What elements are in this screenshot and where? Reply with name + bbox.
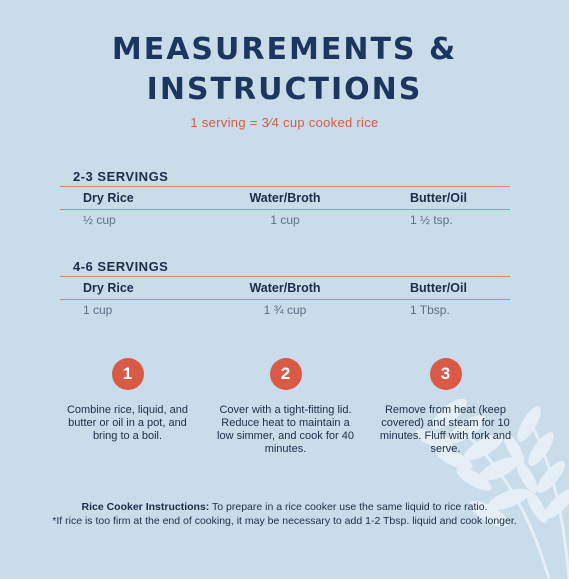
table-row <box>60 210 510 230</box>
table-2-3-servings <box>60 168 510 230</box>
step-3 <box>373 358 518 456</box>
title-line-2: INSTRUCTIONS <box>146 72 423 107</box>
section-title: 4-6 SERVINGS <box>73 259 169 274</box>
step-text: Remove from heat (keep covered) and steam for 10 minutes. Fluff with fork and serve. <box>379 404 512 455</box>
step-text: Cover with a tight-fitting lid. Reduce heat to maintain a low simmer, and cook for 40 minutes. <box>217 404 354 455</box>
value-butter-oil: 1 ½ tsp. <box>410 213 453 227</box>
value-water-broth: 1 cup <box>270 213 300 227</box>
step-1 <box>55 358 200 443</box>
step-number-badge: 3 <box>430 358 462 390</box>
rice-cooker-text: To prepare in a rice cooker use the same liquid to rice ratio. <box>209 501 488 513</box>
instruction-steps <box>55 358 512 468</box>
table-row <box>60 300 510 320</box>
step-2 <box>213 358 358 456</box>
table-header-row <box>60 187 510 209</box>
header-water-broth: Water/Broth <box>249 281 321 295</box>
footnote: *If rice is too firm at the end of cooking, it may be necessary to add 1-2 Tbsp. liquid and cook longer. <box>52 515 517 527</box>
table-4-6-servings <box>60 258 510 320</box>
section-title: 2-3 SERVINGS <box>73 169 169 184</box>
header-butter-oil: Butter/Oil <box>410 191 467 205</box>
step-number-badge: 1 <box>112 358 144 390</box>
serving-size: 1 serving = 3⁄4 cup cooked rice <box>190 115 379 130</box>
rice-cooker-line <box>0 500 569 514</box>
value-dry-rice: 1 cup <box>83 303 113 317</box>
rice-cooker-instructions <box>0 500 569 528</box>
value-water-broth: 1 ¾ cup <box>263 303 307 317</box>
title-line-1: MEASUREMENTS & <box>111 32 458 67</box>
header-dry-rice: Dry Rice <box>83 281 134 295</box>
page-title <box>0 30 569 110</box>
header-butter-oil: Butter/Oil <box>410 281 467 295</box>
step-text: Combine rice, liquid, and butter or oil in a pot, and bring to a boil. <box>66 404 189 442</box>
rice-cooker-label: Rice Cooker Instructions: <box>81 501 210 513</box>
header-dry-rice: Dry Rice <box>83 191 134 205</box>
step-number-badge: 2 <box>270 358 302 390</box>
header-water-broth: Water/Broth <box>249 191 321 205</box>
table-header-row <box>60 277 510 299</box>
value-dry-rice: ½ cup <box>83 213 116 227</box>
value-butter-oil: 1 Tbsp. <box>410 303 450 317</box>
